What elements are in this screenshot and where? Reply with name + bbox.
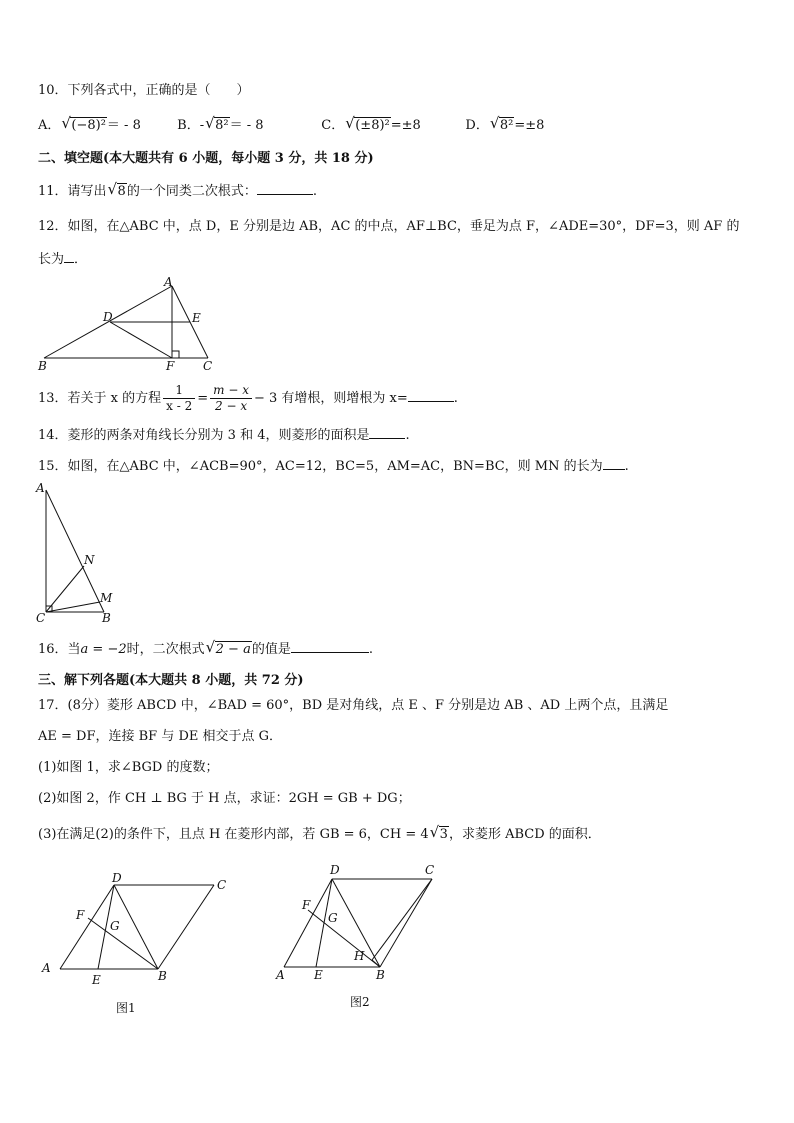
option-a-radicand: (−8)²	[71, 118, 106, 133]
option-d-label: D．	[465, 118, 489, 133]
q16-radicand: 2 − a	[215, 642, 251, 657]
label-b: B	[102, 611, 111, 625]
label-g: G	[328, 911, 338, 925]
q12-line2-pre: 长为	[38, 252, 65, 267]
q10-option-d	[465, 114, 545, 135]
label-b: B	[376, 968, 385, 982]
figure-1-rhombus	[36, 866, 236, 1016]
figure-2-rhombus	[268, 856, 448, 1012]
segment-ch	[372, 879, 432, 960]
q11-radicand: 8	[117, 184, 126, 199]
q16-mid: 时，二次根式	[126, 642, 205, 657]
answer-blank[interactable]	[408, 389, 454, 402]
q15-end: .	[624, 459, 629, 474]
q12-line2-end: ．	[74, 252, 88, 267]
label-d: D	[112, 871, 122, 885]
segment-cb	[380, 879, 432, 967]
label-b: B	[158, 969, 167, 983]
q17-part3-radicand: 3	[439, 827, 448, 842]
q11	[38, 182, 317, 201]
label-h: H	[354, 949, 365, 963]
segment-db	[114, 885, 158, 969]
q16-condition: a = −2	[80, 642, 127, 657]
segment-ab	[46, 490, 104, 612]
q16	[38, 640, 373, 659]
q10-stem: 10．下列各式中，正确的是（ ）	[38, 83, 250, 98]
label-c: C	[425, 863, 435, 877]
right-angle-mark	[172, 351, 179, 358]
segment-bf	[308, 910, 380, 967]
segment-cm	[46, 602, 100, 612]
q17-line2: AE = DF，连接 BF 与 DE 相交于点 G．	[38, 729, 283, 744]
sqrt-symbol: √ (−8)²	[61, 114, 106, 133]
label-g: G	[110, 919, 120, 933]
q14-pre: 14．菱形的两条对角线长分别为 3 和 4，则菱形的面积是	[38, 428, 370, 443]
fraction-1-den: x - 2	[166, 399, 193, 413]
sqrt-symbol: √ (±8)²	[345, 114, 390, 133]
label-d: D	[103, 310, 113, 324]
option-a-label: A．	[38, 118, 61, 133]
sqrt-symbol: √ 8	[107, 180, 126, 199]
q12-line2	[38, 250, 87, 269]
q11-post: 的一个同类二次根式：	[126, 184, 257, 199]
label-e: E	[92, 973, 101, 987]
label-c: C	[217, 878, 227, 892]
fraction-1	[163, 383, 195, 414]
option-a-rest: ＝ - 8	[106, 118, 141, 133]
q15	[38, 457, 629, 476]
fraction-1-num: 1	[163, 383, 195, 399]
answer-blank[interactable]	[257, 182, 313, 195]
q13	[38, 382, 458, 416]
fraction-2-den: 2 − x	[215, 399, 248, 413]
q16-end: .	[368, 642, 373, 657]
option-d-rest: =±8	[514, 118, 545, 133]
q11-pre: 11．请写出	[38, 184, 107, 199]
q17-part1: (1)如图 1，求∠BGD 的度数；	[38, 760, 219, 775]
answer-blank[interactable]	[64, 250, 74, 263]
q17-part2: (2)如图 2，作 CH ⊥ BG 于 H 点，求证：2GH = GB + DG；	[38, 791, 411, 806]
figure-q12-triangle	[30, 272, 230, 372]
segment-bf	[88, 918, 158, 969]
q16-post: 的值是	[251, 642, 291, 657]
fraction-2	[210, 383, 252, 414]
section-3-title: 三、解下列各题(本大题共 8 小题，共 72 分)	[38, 673, 304, 688]
section-2-title: 二、填空题(本大题共有 6 小题，每小题 3 分，共 18 分)	[38, 151, 374, 166]
label-a: A	[276, 968, 285, 982]
q10-options	[38, 114, 545, 135]
label-e: E	[314, 968, 323, 982]
label-f: F	[76, 908, 85, 922]
label-c: C	[36, 611, 46, 625]
option-b-pre: -	[199, 118, 205, 133]
figure-q15-right-triangle	[30, 480, 130, 628]
q10-option-a	[38, 114, 173, 135]
q12-line1: 12．如图，在△ABC 中，点 D，E 分别是边 AB，AC 的中点，AF⊥BC，垂足为点 F，∠ADE=30°，DF=3，则 AF 的	[38, 219, 740, 234]
option-b-radicand: 8²	[215, 118, 229, 133]
option-b-label: B．	[177, 118, 200, 133]
q14	[38, 426, 410, 445]
option-c-radicand: (±8)²	[355, 118, 390, 133]
sqrt-symbol: √ 3	[429, 823, 448, 842]
answer-blank[interactable]	[369, 426, 405, 439]
option-d-radicand: 8²	[499, 118, 514, 133]
label-e: E	[192, 311, 201, 325]
label-c: C	[203, 359, 213, 372]
q15-pre: 15．如图，在△ABC 中，∠ACB=90°，AC=12，BC=5，AM=AC，BN=BC，则 MN 的长为	[38, 459, 603, 474]
q13-mid: − 3 有增根，则增根为 x=	[253, 391, 408, 406]
segment-hb	[372, 960, 380, 967]
fraction-2-num: m − x	[210, 383, 252, 399]
segment-df	[110, 322, 172, 358]
label-f: F	[302, 898, 311, 912]
label-m: M	[100, 591, 113, 605]
q17-part3-post: ，求菱形 ABCD 的面积．	[448, 827, 601, 842]
segment-cb	[158, 885, 214, 969]
q11-end: .	[312, 184, 317, 199]
figure-1-caption: 图1	[116, 1001, 136, 1015]
q17-line1: 17．(8分）菱形 ABCD 中，∠BAD = 60°，BD 是对角线，点 E 、F 分别是边 AB 、AD 上两个点，且满足	[38, 698, 669, 713]
option-c-rest: =±8	[390, 118, 421, 133]
sqrt-symbol: √ 8²	[489, 114, 514, 133]
q10-option-c	[321, 114, 461, 135]
sqrt-symbol: √ 8²	[205, 114, 229, 133]
answer-blank[interactable]	[603, 457, 625, 470]
label-n: N	[84, 553, 95, 567]
label-a: A	[42, 961, 51, 975]
option-c-label: C．	[321, 118, 345, 133]
label-d: D	[330, 863, 340, 877]
label-f: F	[166, 359, 175, 372]
label-a: A	[36, 481, 45, 495]
answer-blank[interactable]	[291, 640, 369, 653]
q13-eq: =	[197, 391, 209, 406]
q13-pre: 13．若关于 x 的方程	[38, 391, 162, 406]
q16-pre: 16．当	[38, 642, 81, 657]
q10-option-b	[177, 114, 317, 135]
figure-2-caption: 图2	[350, 995, 370, 1009]
segment-cn	[46, 566, 84, 612]
sqrt-symbol: √ 2 − a	[205, 638, 251, 657]
q13-end: .	[453, 391, 458, 406]
q17-part3	[38, 823, 601, 844]
q14-end: .	[405, 428, 410, 443]
label-a: A	[164, 275, 173, 289]
q17-part3-pre: (3)在满足(2)的条件下，且点 H 在菱形内部，若 GB = 6，CH = 4	[38, 827, 429, 842]
label-b: B	[38, 359, 47, 372]
option-b-rest: ＝ - 8	[229, 118, 264, 133]
